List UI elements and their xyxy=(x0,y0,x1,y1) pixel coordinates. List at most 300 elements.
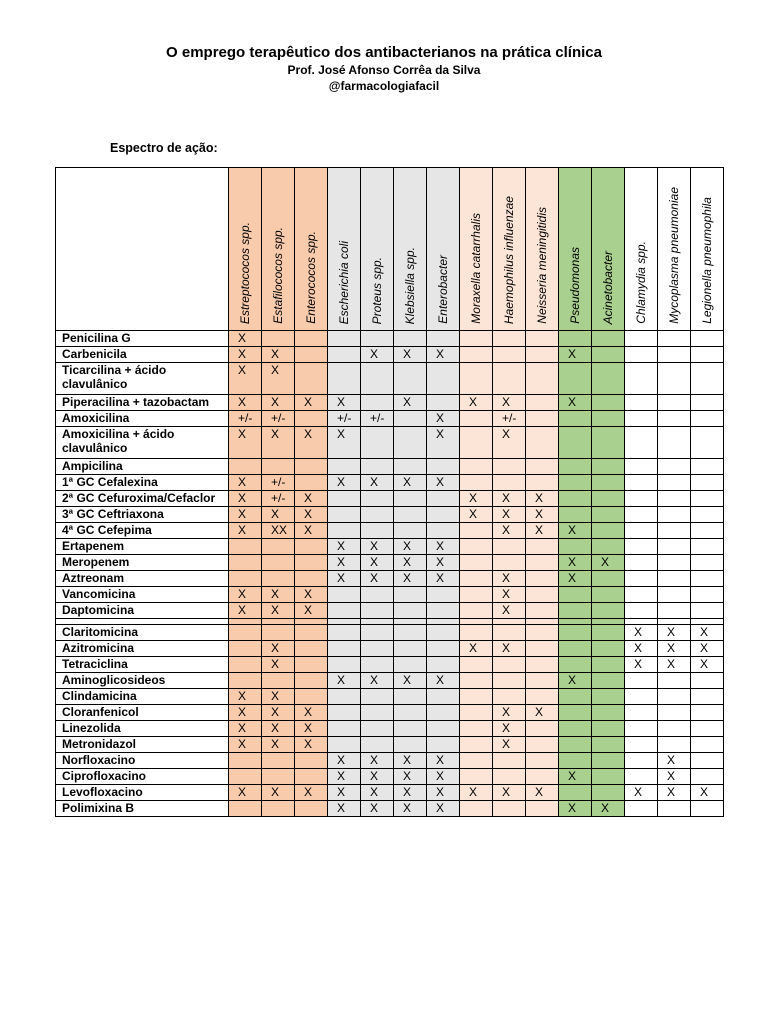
activity-cell xyxy=(262,331,295,347)
activity-cell xyxy=(592,539,625,555)
activity-cell xyxy=(625,411,658,427)
activity-cell xyxy=(625,395,658,411)
document-handle: @farmacologiafacil xyxy=(328,79,440,93)
organism-header xyxy=(559,168,592,331)
activity-cell: X xyxy=(658,641,691,657)
activity-cell: X xyxy=(262,395,295,411)
activity-cell: X xyxy=(229,475,262,491)
activity-cell xyxy=(328,331,361,347)
table-row xyxy=(56,347,724,363)
table-row xyxy=(56,657,724,673)
drug-name: Ciprofloxacino xyxy=(56,769,229,785)
table-row xyxy=(56,411,724,427)
activity-cell xyxy=(361,427,394,459)
organism-header xyxy=(229,168,262,331)
activity-cell xyxy=(427,641,460,657)
table-row xyxy=(56,625,724,641)
activity-cell xyxy=(658,673,691,689)
activity-cell xyxy=(526,555,559,571)
organism-name: Escherichia coli xyxy=(337,240,351,324)
activity-cell xyxy=(493,555,526,571)
activity-cell xyxy=(592,705,625,721)
activity-cell xyxy=(328,523,361,539)
activity-cell: X xyxy=(361,347,394,363)
activity-cell xyxy=(229,657,262,673)
activity-cell: X xyxy=(691,785,724,801)
activity-cell: X xyxy=(427,673,460,689)
activity-cell: X xyxy=(295,395,328,411)
activity-cell xyxy=(328,689,361,705)
activity-cell: X xyxy=(229,507,262,523)
organism-header xyxy=(493,168,526,331)
drug-name: 3ª GC Ceftriaxona xyxy=(56,507,229,523)
activity-cell xyxy=(592,331,625,347)
activity-cell xyxy=(526,331,559,347)
activity-cell xyxy=(658,523,691,539)
activity-cell xyxy=(460,347,493,363)
table-row xyxy=(56,587,724,603)
activity-cell: X xyxy=(625,625,658,641)
activity-cell xyxy=(460,411,493,427)
activity-cell: X xyxy=(262,363,295,395)
activity-cell: X xyxy=(427,571,460,587)
activity-cell xyxy=(625,331,658,347)
activity-cell: X xyxy=(427,753,460,769)
activity-cell xyxy=(691,363,724,395)
activity-cell xyxy=(427,587,460,603)
drug-name: Aztreonam xyxy=(56,571,229,587)
activity-cell xyxy=(658,411,691,427)
activity-cell xyxy=(691,603,724,619)
activity-cell xyxy=(361,491,394,507)
activity-cell: X xyxy=(361,539,394,555)
activity-cell: X xyxy=(295,705,328,721)
activity-cell xyxy=(427,721,460,737)
activity-cell xyxy=(361,625,394,641)
activity-cell xyxy=(559,587,592,603)
activity-cell xyxy=(592,641,625,657)
activity-cell xyxy=(658,705,691,721)
activity-cell xyxy=(460,721,493,737)
activity-cell xyxy=(625,769,658,785)
activity-cell xyxy=(559,753,592,769)
activity-cell xyxy=(295,331,328,347)
activity-cell xyxy=(691,395,724,411)
activity-cell: X xyxy=(394,475,427,491)
activity-cell xyxy=(691,689,724,705)
drug-name: Linezolida xyxy=(56,721,229,737)
activity-cell: X xyxy=(658,785,691,801)
drug-name: Aminoglicosideos xyxy=(56,673,229,689)
activity-cell: X xyxy=(394,673,427,689)
activity-cell xyxy=(592,395,625,411)
table-row xyxy=(56,737,724,753)
activity-cell xyxy=(691,347,724,363)
activity-cell: X xyxy=(427,347,460,363)
activity-cell xyxy=(460,555,493,571)
activity-cell xyxy=(625,555,658,571)
activity-cell xyxy=(460,753,493,769)
organism-header xyxy=(658,168,691,331)
activity-cell xyxy=(691,491,724,507)
activity-cell: X xyxy=(328,571,361,587)
activity-cell xyxy=(361,459,394,475)
activity-cell xyxy=(361,641,394,657)
activity-cell xyxy=(460,427,493,459)
activity-cell xyxy=(691,753,724,769)
table-row xyxy=(56,427,724,459)
activity-cell xyxy=(559,641,592,657)
activity-cell xyxy=(559,737,592,753)
organism-header xyxy=(295,168,328,331)
table-row xyxy=(56,555,724,571)
activity-cell: X xyxy=(394,347,427,363)
document-header xyxy=(0,44,768,94)
activity-cell xyxy=(625,571,658,587)
activity-cell: X xyxy=(328,475,361,491)
activity-cell: X xyxy=(229,603,262,619)
activity-cell xyxy=(460,523,493,539)
activity-cell xyxy=(262,571,295,587)
activity-cell xyxy=(691,507,724,523)
organism-name: Estafilococos spp. xyxy=(271,227,285,324)
drug-name: Azitromicina xyxy=(56,641,229,657)
activity-cell xyxy=(394,721,427,737)
activity-cell xyxy=(493,689,526,705)
table-row xyxy=(56,769,724,785)
activity-cell xyxy=(295,571,328,587)
table-row xyxy=(56,523,724,539)
activity-cell xyxy=(361,331,394,347)
drug-name: Claritomicina xyxy=(56,625,229,641)
activity-cell xyxy=(394,603,427,619)
activity-cell xyxy=(526,673,559,689)
activity-cell xyxy=(592,785,625,801)
activity-cell: X xyxy=(460,785,493,801)
activity-cell xyxy=(592,507,625,523)
activity-cell xyxy=(658,587,691,603)
activity-cell: X xyxy=(427,427,460,459)
activity-cell xyxy=(625,507,658,523)
table-row xyxy=(56,491,724,507)
activity-cell xyxy=(658,459,691,475)
activity-cell xyxy=(559,507,592,523)
activity-cell xyxy=(691,587,724,603)
activity-cell: X xyxy=(427,769,460,785)
activity-cell: X xyxy=(625,657,658,673)
activity-cell xyxy=(526,801,559,817)
activity-cell xyxy=(493,363,526,395)
activity-cell: X xyxy=(229,427,262,459)
activity-cell xyxy=(658,801,691,817)
activity-cell xyxy=(559,491,592,507)
activity-cell: X xyxy=(394,539,427,555)
activity-cell: +/- xyxy=(262,475,295,491)
activity-cell xyxy=(460,539,493,555)
activity-cell xyxy=(559,427,592,459)
activity-cell xyxy=(493,673,526,689)
activity-cell xyxy=(427,689,460,705)
activity-cell xyxy=(691,427,724,459)
activity-cell xyxy=(229,673,262,689)
activity-cell: X xyxy=(493,737,526,753)
table-row xyxy=(56,395,724,411)
activity-cell: X xyxy=(328,539,361,555)
activity-cell xyxy=(328,459,361,475)
activity-cell xyxy=(427,395,460,411)
activity-cell xyxy=(394,657,427,673)
activity-cell: X xyxy=(427,801,460,817)
organism-header xyxy=(427,168,460,331)
activity-cell xyxy=(394,491,427,507)
activity-cell: X xyxy=(229,331,262,347)
activity-cell xyxy=(262,539,295,555)
activity-cell xyxy=(493,459,526,475)
activity-cell: X xyxy=(295,427,328,459)
activity-cell xyxy=(460,587,493,603)
activity-cell: X xyxy=(427,539,460,555)
activity-cell xyxy=(493,657,526,673)
activity-cell xyxy=(262,555,295,571)
activity-cell: X xyxy=(493,785,526,801)
activity-cell xyxy=(526,625,559,641)
activity-cell xyxy=(262,673,295,689)
activity-cell xyxy=(295,801,328,817)
activity-cell xyxy=(658,491,691,507)
document-title: O emprego terapêutico dos antibacterianos na prática clínica xyxy=(166,44,602,61)
activity-cell xyxy=(427,491,460,507)
activity-cell xyxy=(361,507,394,523)
activity-cell: +/- xyxy=(229,411,262,427)
activity-cell xyxy=(658,331,691,347)
activity-cell xyxy=(625,491,658,507)
activity-cell: X xyxy=(262,705,295,721)
activity-cell xyxy=(592,475,625,491)
activity-cell xyxy=(229,801,262,817)
activity-cell: X xyxy=(625,641,658,657)
activity-cell xyxy=(427,363,460,395)
activity-cell xyxy=(328,721,361,737)
activity-cell xyxy=(592,587,625,603)
table-row xyxy=(56,641,724,657)
activity-cell xyxy=(460,571,493,587)
activity-cell: X xyxy=(493,427,526,459)
activity-cell xyxy=(361,705,394,721)
activity-cell xyxy=(592,603,625,619)
activity-cell: +/- xyxy=(262,491,295,507)
activity-cell xyxy=(559,411,592,427)
activity-cell: X xyxy=(493,571,526,587)
activity-cell xyxy=(460,459,493,475)
organism-header xyxy=(262,168,295,331)
activity-cell xyxy=(295,641,328,657)
activity-cell: X xyxy=(229,347,262,363)
activity-cell xyxy=(592,491,625,507)
table-row xyxy=(56,705,724,721)
activity-cell: X xyxy=(361,673,394,689)
organism-name: Haemophilus influenzae xyxy=(502,195,516,324)
activity-cell xyxy=(427,657,460,673)
activity-cell: X xyxy=(361,571,394,587)
activity-cell xyxy=(658,395,691,411)
drug-name: Daptomicina xyxy=(56,603,229,619)
activity-cell: X xyxy=(394,801,427,817)
activity-cell xyxy=(361,737,394,753)
activity-cell: X xyxy=(262,587,295,603)
activity-cell xyxy=(526,395,559,411)
organism-name: Neisseria meningitidis xyxy=(535,207,549,324)
drug-name: Ticarcilina + ácido clavulânico xyxy=(56,363,229,395)
activity-cell: X xyxy=(460,395,493,411)
activity-cell xyxy=(328,657,361,673)
table-row xyxy=(56,753,724,769)
activity-cell xyxy=(328,491,361,507)
activity-cell: X xyxy=(328,673,361,689)
drug-name: Tetraciclina xyxy=(56,657,229,673)
activity-cell: X xyxy=(658,657,691,673)
activity-cell: X xyxy=(295,507,328,523)
activity-cell xyxy=(361,657,394,673)
activity-cell xyxy=(625,475,658,491)
activity-cell xyxy=(460,657,493,673)
activity-cell xyxy=(625,603,658,619)
activity-cell xyxy=(592,411,625,427)
activity-cell xyxy=(658,555,691,571)
activity-cell xyxy=(427,507,460,523)
activity-cell xyxy=(493,769,526,785)
drug-name: Polimixina B xyxy=(56,801,229,817)
activity-cell xyxy=(295,347,328,363)
activity-cell xyxy=(229,641,262,657)
activity-cell: X xyxy=(427,555,460,571)
activity-cell xyxy=(394,363,427,395)
activity-cell: X xyxy=(262,641,295,657)
organism-header xyxy=(691,168,724,331)
activity-cell xyxy=(427,625,460,641)
activity-cell xyxy=(493,625,526,641)
activity-cell xyxy=(592,753,625,769)
table-row xyxy=(56,363,724,395)
activity-cell xyxy=(229,769,262,785)
activity-cell: X xyxy=(328,427,361,459)
activity-cell xyxy=(559,539,592,555)
activity-cell xyxy=(625,539,658,555)
activity-cell: X xyxy=(493,523,526,539)
activity-cell: X xyxy=(262,603,295,619)
activity-cell xyxy=(361,603,394,619)
activity-cell: X xyxy=(229,491,262,507)
activity-cell xyxy=(658,571,691,587)
activity-cell xyxy=(328,737,361,753)
drug-name: Amoxicilina xyxy=(56,411,229,427)
activity-cell xyxy=(526,657,559,673)
activity-cell xyxy=(691,673,724,689)
activity-cell: X xyxy=(493,587,526,603)
activity-cell xyxy=(328,347,361,363)
activity-cell: X xyxy=(262,785,295,801)
activity-cell: +/- xyxy=(493,411,526,427)
activity-cell: X xyxy=(493,603,526,619)
activity-cell: X xyxy=(526,523,559,539)
table-row xyxy=(56,721,724,737)
activity-cell: X xyxy=(295,491,328,507)
drug-name: Piperacilina + tazobactam xyxy=(56,395,229,411)
activity-cell: X xyxy=(427,411,460,427)
activity-cell: X xyxy=(526,491,559,507)
activity-cell: X xyxy=(394,769,427,785)
activity-cell xyxy=(658,539,691,555)
organism-header xyxy=(394,168,427,331)
organism-name: Acinetobacter xyxy=(601,250,615,324)
activity-cell xyxy=(361,523,394,539)
activity-cell: X xyxy=(394,555,427,571)
activity-cell xyxy=(526,475,559,491)
activity-cell xyxy=(691,801,724,817)
activity-cell xyxy=(691,737,724,753)
activity-cell: X xyxy=(394,395,427,411)
organism-header xyxy=(460,168,493,331)
activity-cell xyxy=(625,347,658,363)
activity-cell xyxy=(691,705,724,721)
activity-cell xyxy=(526,459,559,475)
activity-cell xyxy=(262,769,295,785)
activity-cell xyxy=(592,721,625,737)
activity-cell: X xyxy=(394,571,427,587)
activity-cell xyxy=(592,347,625,363)
activity-cell xyxy=(592,689,625,705)
organism-name: Proteus spp. xyxy=(370,256,384,324)
activity-cell xyxy=(295,555,328,571)
activity-cell: X xyxy=(262,507,295,523)
activity-cell xyxy=(295,689,328,705)
activity-cell xyxy=(394,331,427,347)
activity-cell xyxy=(427,603,460,619)
activity-cell xyxy=(691,411,724,427)
activity-cell xyxy=(493,347,526,363)
activity-cell: X xyxy=(262,347,295,363)
organism-name: Pseudomonas xyxy=(568,247,582,324)
activity-cell xyxy=(592,737,625,753)
activity-cell xyxy=(262,801,295,817)
table-row xyxy=(56,475,724,491)
activity-cell xyxy=(295,459,328,475)
activity-cell xyxy=(460,801,493,817)
activity-cell xyxy=(460,673,493,689)
drug-name: 1ª GC Cefalexina xyxy=(56,475,229,491)
organism-header-row xyxy=(56,168,724,331)
activity-cell xyxy=(460,331,493,347)
activity-cell xyxy=(625,737,658,753)
activity-cell: X xyxy=(493,705,526,721)
activity-cell: X xyxy=(493,395,526,411)
table-row xyxy=(56,603,724,619)
activity-cell xyxy=(526,769,559,785)
activity-cell xyxy=(493,539,526,555)
activity-cell xyxy=(559,689,592,705)
activity-cell: X xyxy=(295,603,328,619)
organism-name: Legionella pneumophila xyxy=(700,197,714,324)
activity-cell: XX xyxy=(262,523,295,539)
activity-cell: X xyxy=(559,769,592,785)
activity-cell xyxy=(526,753,559,769)
activity-cell xyxy=(295,539,328,555)
organism-name: Enterococos spp. xyxy=(304,231,318,324)
drug-name: Norfloxacino xyxy=(56,753,229,769)
activity-cell xyxy=(526,347,559,363)
activity-cell: X xyxy=(361,801,394,817)
activity-cell: X xyxy=(361,785,394,801)
table-row xyxy=(56,507,724,523)
